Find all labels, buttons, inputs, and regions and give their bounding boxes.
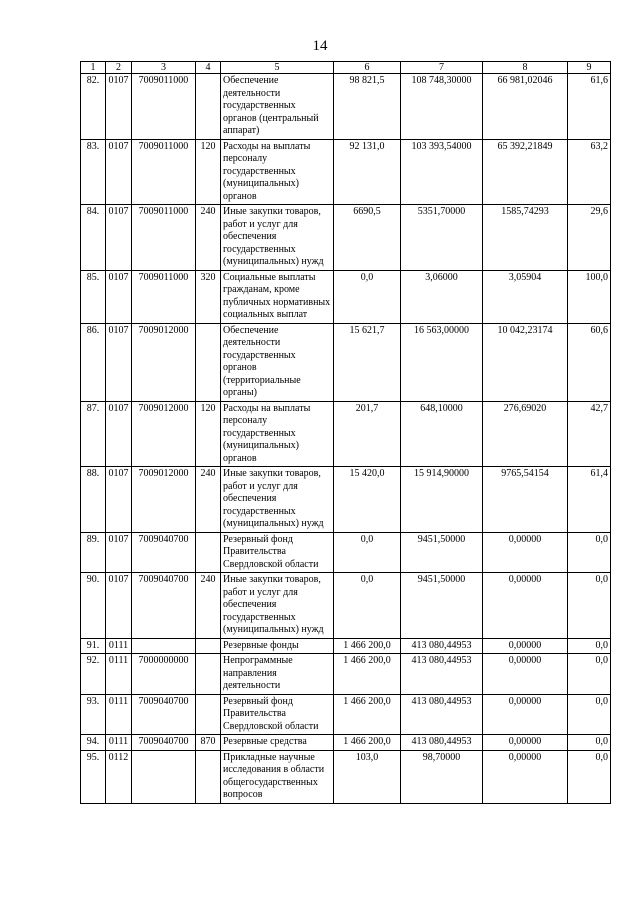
percent-col9: 61,6 xyxy=(568,74,611,140)
percent-col9: 0,0 xyxy=(568,638,611,654)
target-code: 7009011000 xyxy=(132,270,196,323)
value-col7: 9451,50000 xyxy=(401,532,483,573)
value-col6: 15 420,0 xyxy=(334,467,401,533)
item-name: Социальные выплаты гражданам, кроме публичных нормативных социальных выплат xyxy=(221,270,334,323)
target-code: 7009011000 xyxy=(132,74,196,140)
section-code: 0107 xyxy=(106,573,132,639)
expense-kind-code: 240 xyxy=(196,205,221,271)
percent-col9: 0,0 xyxy=(568,750,611,803)
expense-kind-code: 120 xyxy=(196,401,221,467)
table-row xyxy=(81,694,611,735)
value-col7: 413 080,44953 xyxy=(401,694,483,735)
percent-col9: 0,0 xyxy=(568,654,611,695)
expense-kind-code xyxy=(196,323,221,401)
value-col6: 0,0 xyxy=(334,573,401,639)
table-row xyxy=(81,139,611,205)
target-code: 7009012000 xyxy=(132,467,196,533)
expense-kind-code xyxy=(196,638,221,654)
expense-kind-code xyxy=(196,694,221,735)
item-name: Иные закупки товаров, работ и услуг для обеспечения государственных (муниципальных) нужд xyxy=(221,467,334,533)
target-code xyxy=(132,638,196,654)
column-header-1: 1 xyxy=(81,62,106,74)
value-col8: 10 042,23174 xyxy=(483,323,568,401)
target-code: 7009040700 xyxy=(132,573,196,639)
table-row xyxy=(81,467,611,533)
value-col8: 0,00000 xyxy=(483,750,568,803)
value-col7: 413 080,44953 xyxy=(401,735,483,751)
value-col8: 66 981,02046 xyxy=(483,74,568,140)
value-col7: 98,70000 xyxy=(401,750,483,803)
value-col6: 103,0 xyxy=(334,750,401,803)
value-col7: 3,06000 xyxy=(401,270,483,323)
row-number: 85. xyxy=(81,270,106,323)
row-number: 94. xyxy=(81,735,106,751)
value-col7: 15 914,90000 xyxy=(401,467,483,533)
column-header-5: 5 xyxy=(221,62,334,74)
row-number: 92. xyxy=(81,654,106,695)
column-header-9: 9 xyxy=(568,62,611,74)
value-col8: 9765,54154 xyxy=(483,467,568,533)
section-code: 0107 xyxy=(106,74,132,140)
value-col6: 0,0 xyxy=(334,532,401,573)
value-col8: 0,00000 xyxy=(483,735,568,751)
column-header-6: 6 xyxy=(334,62,401,74)
section-code: 0107 xyxy=(106,270,132,323)
section-code: 0107 xyxy=(106,532,132,573)
percent-col9: 61,4 xyxy=(568,467,611,533)
value-col6: 1 466 200,0 xyxy=(334,654,401,695)
row-number: 88. xyxy=(81,467,106,533)
row-number: 86. xyxy=(81,323,106,401)
value-col8: 0,00000 xyxy=(483,694,568,735)
column-header-7: 7 xyxy=(401,62,483,74)
value-col8: 0,00000 xyxy=(483,638,568,654)
column-header-3: 3 xyxy=(132,62,196,74)
item-name: Иные закупки товаров, работ и услуг для обеспечения государственных (муниципальных) нужд xyxy=(221,573,334,639)
row-number: 89. xyxy=(81,532,106,573)
item-name: Резервный фонд Правительства Свердловской области xyxy=(221,532,334,573)
section-code: 0111 xyxy=(106,694,132,735)
row-number: 91. xyxy=(81,638,106,654)
value-col8: 0,00000 xyxy=(483,532,568,573)
value-col6: 201,7 xyxy=(334,401,401,467)
row-number: 87. xyxy=(81,401,106,467)
percent-col9: 100,0 xyxy=(568,270,611,323)
section-code: 0107 xyxy=(106,467,132,533)
item-name: Обеспечение деятельности государственных органов (территориальные органы) xyxy=(221,323,334,401)
section-code: 0107 xyxy=(106,205,132,271)
value-col8: 1585,74293 xyxy=(483,205,568,271)
table-body xyxy=(81,74,611,804)
value-col6: 1 466 200,0 xyxy=(334,694,401,735)
value-col7: 413 080,44953 xyxy=(401,654,483,695)
target-code: 7009040700 xyxy=(132,735,196,751)
table-row xyxy=(81,401,611,467)
item-name: Резервный фонд Правительства Свердловской области xyxy=(221,694,334,735)
expense-kind-code: 240 xyxy=(196,573,221,639)
expense-kind-code xyxy=(196,654,221,695)
value-col7: 5351,70000 xyxy=(401,205,483,271)
table-row xyxy=(81,74,611,140)
row-number: 83. xyxy=(81,139,106,205)
target-code: 7009011000 xyxy=(132,205,196,271)
target-code xyxy=(132,750,196,803)
table-row xyxy=(81,532,611,573)
percent-col9: 0,0 xyxy=(568,532,611,573)
percent-col9: 60,6 xyxy=(568,323,611,401)
target-code: 7009011000 xyxy=(132,139,196,205)
item-name: Прикладные научные исследования в области общегосударственных вопросов xyxy=(221,750,334,803)
target-code: 7009012000 xyxy=(132,323,196,401)
expense-kind-code: 240 xyxy=(196,467,221,533)
table-row xyxy=(81,573,611,639)
target-code: 7000000000 xyxy=(132,654,196,695)
value-col6: 1 466 200,0 xyxy=(334,638,401,654)
item-name: Иные закупки товаров, работ и услуг для обеспечения государственных (муниципальных) нужд xyxy=(221,205,334,271)
percent-col9: 0,0 xyxy=(568,735,611,751)
column-header-4: 4 xyxy=(196,62,221,74)
value-col8: 3,05904 xyxy=(483,270,568,323)
percent-col9: 0,0 xyxy=(568,694,611,735)
item-name: Резервные фонды xyxy=(221,638,334,654)
row-number: 84. xyxy=(81,205,106,271)
percent-col9: 0,0 xyxy=(568,573,611,639)
value-col8: 65 392,21849 xyxy=(483,139,568,205)
value-col6: 98 821,5 xyxy=(334,74,401,140)
percent-col9: 42,7 xyxy=(568,401,611,467)
percent-col9: 29,6 xyxy=(568,205,611,271)
item-name: Расходы на выплаты персоналу государственных (муниципальных) органов xyxy=(221,401,334,467)
value-col6: 0,0 xyxy=(334,270,401,323)
row-number: 82. xyxy=(81,74,106,140)
expense-kind-code xyxy=(196,74,221,140)
row-number: 90. xyxy=(81,573,106,639)
column-header-8: 8 xyxy=(483,62,568,74)
value-col7: 9451,50000 xyxy=(401,573,483,639)
column-header-2: 2 xyxy=(106,62,132,74)
budget-table xyxy=(80,61,611,804)
target-code: 7009012000 xyxy=(132,401,196,467)
table-row xyxy=(81,735,611,751)
table-row xyxy=(81,270,611,323)
item-name: Непрограммные направления деятельности xyxy=(221,654,334,695)
value-col7: 648,10000 xyxy=(401,401,483,467)
table-row xyxy=(81,638,611,654)
row-number: 93. xyxy=(81,694,106,735)
expense-kind-code: 120 xyxy=(196,139,221,205)
value-col7: 103 393,54000 xyxy=(401,139,483,205)
section-code: 0107 xyxy=(106,401,132,467)
value-col7: 413 080,44953 xyxy=(401,638,483,654)
value-col6: 92 131,0 xyxy=(334,139,401,205)
value-col8: 0,00000 xyxy=(483,654,568,695)
section-code: 0107 xyxy=(106,139,132,205)
table-row xyxy=(81,654,611,695)
table-row xyxy=(81,205,611,271)
value-col8: 0,00000 xyxy=(483,573,568,639)
value-col8: 276,69020 xyxy=(483,401,568,467)
expense-kind-code xyxy=(196,532,221,573)
row-number: 95. xyxy=(81,750,106,803)
header-row xyxy=(81,62,611,74)
expense-kind-code xyxy=(196,750,221,803)
section-code: 0111 xyxy=(106,654,132,695)
expense-kind-code: 320 xyxy=(196,270,221,323)
percent-col9: 63,2 xyxy=(568,139,611,205)
expense-kind-code: 870 xyxy=(196,735,221,751)
table-row xyxy=(81,323,611,401)
value-col6: 6690,5 xyxy=(334,205,401,271)
item-name: Резервные средства xyxy=(221,735,334,751)
table-row xyxy=(81,750,611,803)
target-code: 7009040700 xyxy=(132,532,196,573)
target-code: 7009040700 xyxy=(132,694,196,735)
value-col7: 108 748,30000 xyxy=(401,74,483,140)
item-name: Обеспечение деятельности государственных органов (центральный аппарат) xyxy=(221,74,334,140)
value-col7: 16 563,00000 xyxy=(401,323,483,401)
section-code: 0111 xyxy=(106,735,132,751)
section-code: 0107 xyxy=(106,323,132,401)
section-code: 0111 xyxy=(106,638,132,654)
item-name: Расходы на выплаты персоналу государственных (муниципальных) органов xyxy=(221,139,334,205)
value-col6: 1 466 200,0 xyxy=(334,735,401,751)
value-col6: 15 621,7 xyxy=(334,323,401,401)
section-code: 0112 xyxy=(106,750,132,803)
page-number: 14 xyxy=(312,38,328,54)
